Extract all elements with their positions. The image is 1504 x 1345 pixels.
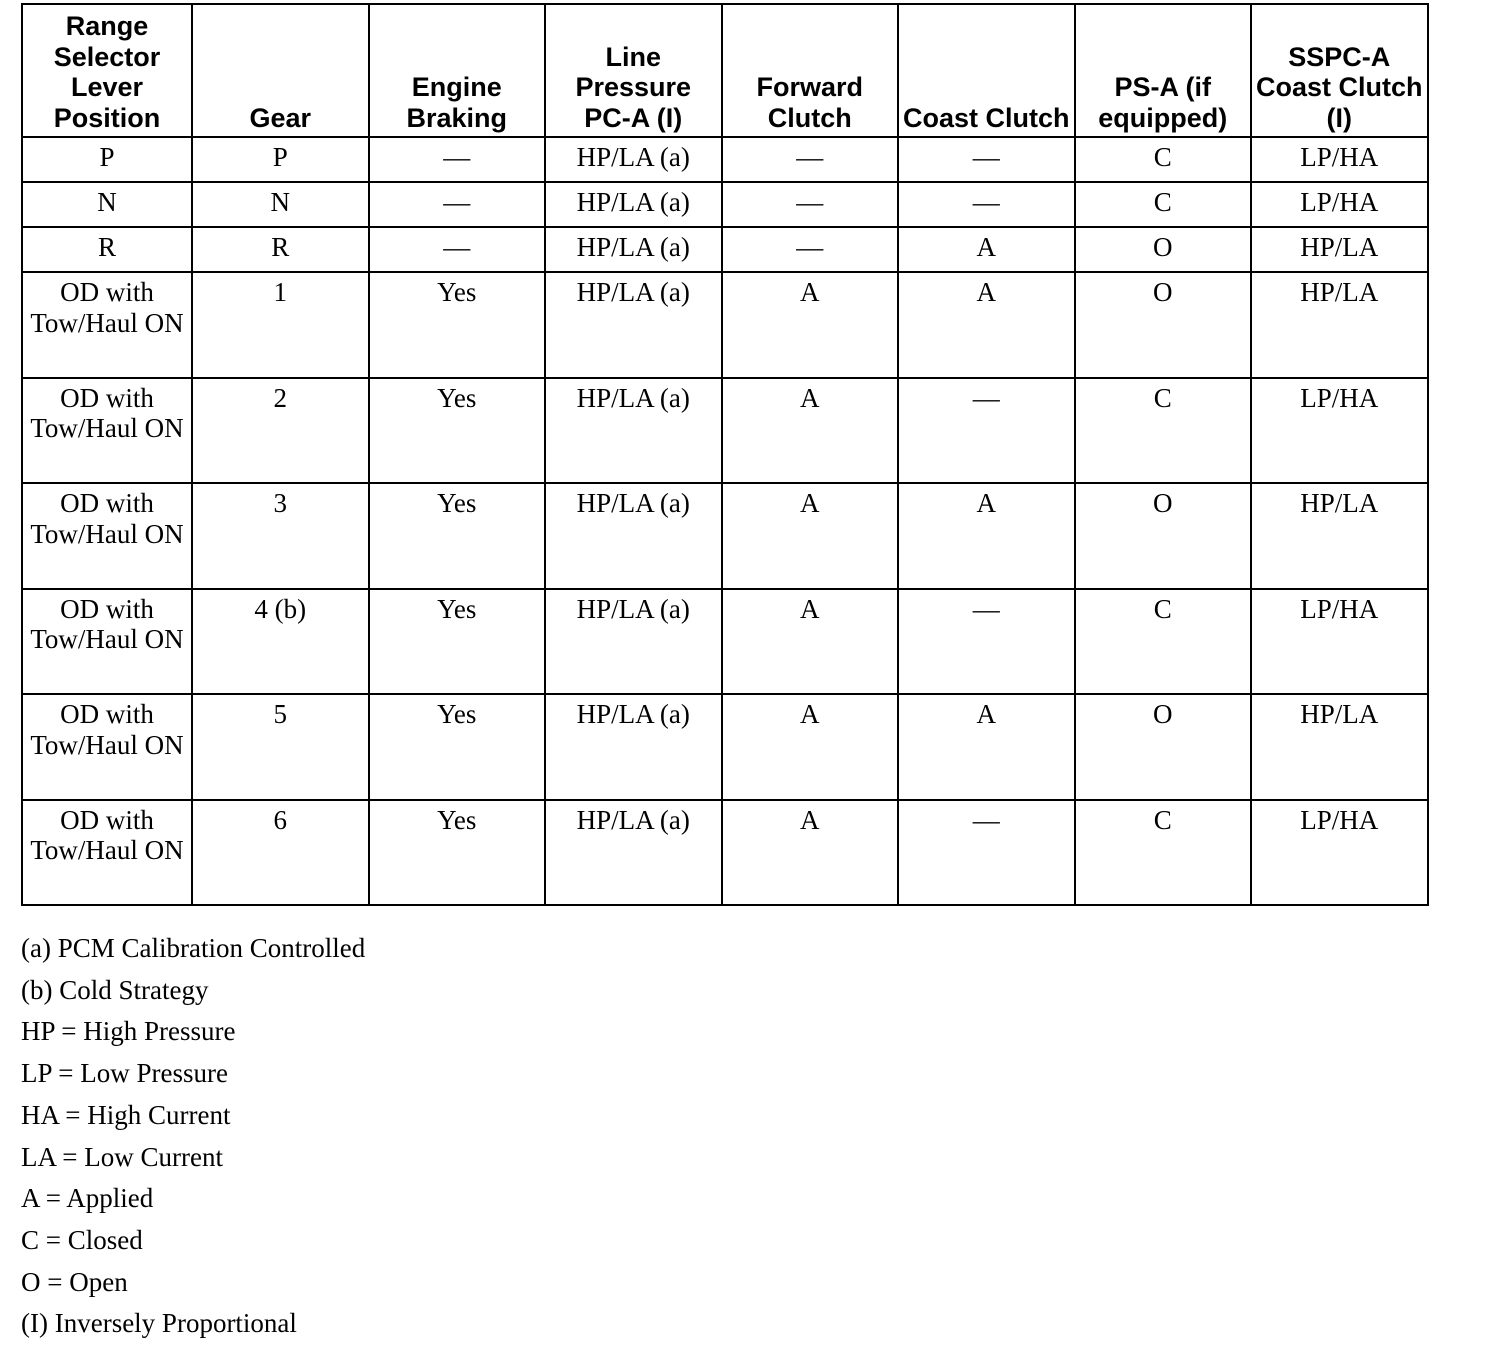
cell-ps-a: O [1075, 483, 1252, 589]
cell-coast-clutch: A [898, 694, 1075, 800]
legend-note: LA = Low Current [21, 1141, 223, 1172]
header-ps-a: PS-A (if equipped) [1075, 4, 1252, 137]
legend-note: LP = Low Pressure [21, 1058, 228, 1089]
cell-forward-clutch: A [722, 483, 899, 589]
cell-forward-clutch: — [722, 137, 899, 182]
cell-line-pressure: HP/LA (a) [545, 227, 722, 272]
cell-line-pressure: HP/LA (a) [545, 800, 722, 906]
cell-forward-clutch: — [722, 182, 899, 227]
cell-forward-clutch: A [722, 800, 899, 906]
cell-line-pressure: HP/LA (a) [545, 272, 722, 378]
legend-note: (a) PCM Calibration Controlled [21, 933, 366, 963]
cell-gear: P [192, 137, 369, 182]
table-row [22, 800, 1428, 906]
cell-ps-a: O [1075, 272, 1252, 378]
header-coast-clutch: Coast Clutch [898, 4, 1075, 137]
cell-position: P [22, 137, 192, 182]
table-row [22, 694, 1428, 800]
cell-engine-braking: — [369, 227, 546, 272]
legend-note: A = Applied [21, 1183, 154, 1214]
header-row [22, 4, 1428, 137]
cell-position: R [22, 227, 192, 272]
cell-ps-a: C [1075, 137, 1252, 182]
cell-position: OD with Tow/Haul ON [22, 694, 192, 800]
cell-gear: 4 (b) [192, 589, 369, 695]
cell-position: OD with Tow/Haul ON [22, 378, 192, 484]
cell-sspc-a: HP/LA [1251, 227, 1428, 272]
cell-ps-a: C [1075, 182, 1252, 227]
cell-forward-clutch: A [722, 589, 899, 695]
legend-note: HA = High Current [21, 1099, 231, 1130]
cell-engine-braking: Yes [369, 272, 546, 378]
cell-coast-clutch: A [898, 483, 1075, 589]
cell-sspc-a: LP/HA [1251, 137, 1428, 182]
cell-engine-braking: Yes [369, 483, 546, 589]
legend-note: (I) Inversely Proportional [21, 1308, 297, 1339]
cell-ps-a: C [1075, 378, 1252, 484]
table-row [22, 483, 1428, 589]
cell-line-pressure: HP/LA (a) [545, 694, 722, 800]
cell-ps-a: C [1075, 589, 1252, 695]
table-row [22, 137, 1428, 182]
header-sspc-a-coast-clutch: SSPC-A Coast Clutch (I) [1251, 4, 1428, 137]
cell-gear: 3 [192, 483, 369, 589]
cell-position: OD with Tow/Haul ON [22, 589, 192, 695]
cell-coast-clutch: A [898, 272, 1075, 378]
legend-note: (b) Cold Strategy [21, 974, 209, 1005]
cell-engine-braking: Yes [369, 694, 546, 800]
cell-ps-a: O [1075, 694, 1252, 800]
cell-position: OD with Tow/Haul ON [22, 800, 192, 906]
cell-gear: 2 [192, 378, 369, 484]
cell-gear: 1 [192, 272, 369, 378]
legend-notes [21, 928, 365, 1345]
cell-gear: 5 [192, 694, 369, 800]
cell-coast-clutch: — [898, 378, 1075, 484]
header-engine-braking: Engine Braking [369, 4, 546, 137]
table-row [22, 589, 1428, 695]
table-row [22, 378, 1428, 484]
cell-position: OD with Tow/Haul ON [22, 483, 192, 589]
cell-sspc-a: LP/HA [1251, 182, 1428, 227]
cell-position: N [22, 182, 192, 227]
table-body [22, 137, 1428, 905]
cell-line-pressure: HP/LA (a) [545, 182, 722, 227]
cell-coast-clutch: — [898, 800, 1075, 906]
document [21, 3, 1421, 906]
header-line-pressure: Line Pressure PC-A (I) [545, 4, 722, 137]
legend-note: O = Open [21, 1266, 128, 1297]
table-row [22, 272, 1428, 378]
cell-engine-braking: Yes [369, 800, 546, 906]
cell-coast-clutch: A [898, 227, 1075, 272]
cell-forward-clutch: A [722, 378, 899, 484]
legend-note: HP = High Pressure [21, 1016, 236, 1047]
cell-line-pressure: HP/LA (a) [545, 483, 722, 589]
cell-line-pressure: HP/LA (a) [545, 378, 722, 484]
cell-engine-braking: — [369, 182, 546, 227]
header-range-selector-lever-position: Range Selector Lever Position [22, 4, 192, 137]
cell-line-pressure: HP/LA (a) [545, 589, 722, 695]
cell-ps-a: O [1075, 227, 1252, 272]
cell-engine-braking: Yes [369, 378, 546, 484]
legend-note: C = Closed [21, 1224, 143, 1255]
header-gear: Gear [192, 4, 369, 137]
cell-line-pressure: HP/LA (a) [545, 137, 722, 182]
cell-coast-clutch: — [898, 589, 1075, 695]
table-row [22, 182, 1428, 227]
cell-coast-clutch: — [898, 137, 1075, 182]
cell-forward-clutch: A [722, 272, 899, 378]
cell-gear: R [192, 227, 369, 272]
cell-forward-clutch: A [722, 694, 899, 800]
cell-sspc-a: HP/LA [1251, 483, 1428, 589]
cell-gear: 6 [192, 800, 369, 906]
cell-engine-braking: Yes [369, 589, 546, 695]
cell-position: OD with Tow/Haul ON [22, 272, 192, 378]
cell-ps-a: C [1075, 800, 1252, 906]
cell-gear: N [192, 182, 369, 227]
cell-engine-braking: — [369, 137, 546, 182]
cell-forward-clutch: — [722, 227, 899, 272]
cell-coast-clutch: — [898, 182, 1075, 227]
cell-sspc-a: LP/HA [1251, 800, 1428, 906]
cell-sspc-a: HP/LA [1251, 272, 1428, 378]
cell-sspc-a: HP/LA [1251, 694, 1428, 800]
header-forward-clutch: Forward Clutch [722, 4, 899, 137]
cell-sspc-a: LP/HA [1251, 378, 1428, 484]
table-row [22, 227, 1428, 272]
application-chart-table [21, 3, 1429, 906]
cell-sspc-a: LP/HA [1251, 589, 1428, 695]
